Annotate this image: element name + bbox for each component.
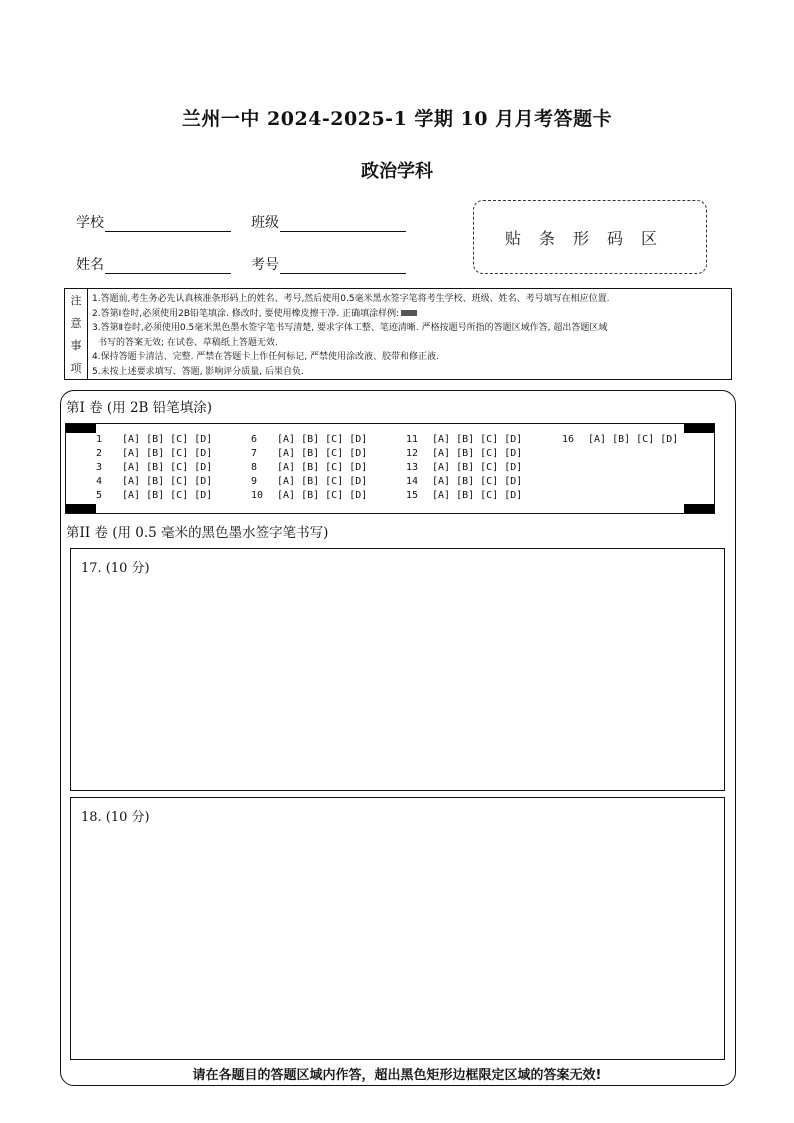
- question-number: 13: [406, 462, 419, 473]
- option-bubbles[interactable]: [A] [B] [C] [D]: [277, 434, 368, 445]
- notes-heading-char: 项: [70, 361, 82, 375]
- choice-question[interactable]: [562, 434, 678, 445]
- question-number: 5: [96, 490, 103, 501]
- option-bubbles[interactable]: [A] [B] [C] [D]: [277, 476, 368, 487]
- exam-no-label: 考号: [251, 257, 279, 273]
- option-bubbles[interactable]: [A] [B] [C] [D]: [122, 462, 213, 473]
- answer-box-18[interactable]: [70, 797, 725, 1060]
- note-item: [92, 307, 727, 322]
- choice-question[interactable]: [251, 462, 367, 473]
- notes-heading: [65, 289, 88, 379]
- option-bubbles[interactable]: [A] [B] [C] [D]: [588, 434, 679, 445]
- notes-heading-char: 注: [70, 294, 82, 308]
- choice-question[interactable]: [251, 434, 367, 445]
- choice-question[interactable]: [406, 462, 522, 473]
- name-field[interactable]: [76, 254, 231, 274]
- notes-heading-char: 事: [70, 339, 82, 353]
- question-number: 4: [96, 476, 103, 487]
- option-bubbles[interactable]: [A] [B] [C] [D]: [432, 462, 523, 473]
- question-17-label: 17. (10 分): [81, 561, 150, 576]
- question-18-label: 18. (10 分): [81, 810, 150, 825]
- question-number: 8: [251, 462, 258, 473]
- option-bubbles[interactable]: [A] [B] [C] [D]: [277, 462, 368, 473]
- option-bubbles[interactable]: [A] [B] [C] [D]: [122, 434, 213, 445]
- barcode-area: 贴条形码区: [473, 200, 707, 274]
- fill-sample-mark: [401, 310, 417, 316]
- choice-question[interactable]: [406, 476, 522, 487]
- alignment-mark: [66, 424, 96, 433]
- question-number: 10: [251, 490, 264, 501]
- choice-question[interactable]: [251, 476, 367, 487]
- option-bubbles[interactable]: [A] [B] [C] [D]: [432, 448, 523, 459]
- question-number: 2: [96, 448, 103, 459]
- option-bubbles[interactable]: [A] [B] [C] [D]: [277, 490, 368, 501]
- name-label: 姓名: [76, 257, 104, 273]
- option-bubbles[interactable]: [A] [B] [C] [D]: [432, 490, 523, 501]
- alignment-mark: [684, 504, 714, 513]
- note-item: 书写的答案无效; 在试卷、草稿纸上答题无效.: [98, 337, 278, 348]
- class-field[interactable]: [251, 212, 406, 232]
- exam-no-line[interactable]: [280, 257, 406, 274]
- choice-question[interactable]: [406, 448, 522, 459]
- section2-title: 第II 卷 (用 0.5 毫米的黑色墨水签字笔书写): [66, 525, 329, 541]
- question-number: 12: [406, 448, 419, 459]
- option-bubbles[interactable]: [A] [B] [C] [D]: [432, 434, 523, 445]
- answer-box-17[interactable]: [70, 548, 725, 791]
- question-number: 11: [406, 434, 419, 445]
- school-label: 学校: [76, 215, 104, 231]
- choice-question[interactable]: [96, 476, 212, 487]
- subject-title: 政治学科: [361, 161, 433, 182]
- choice-question[interactable]: [406, 434, 522, 445]
- note-item: 5.未按上述要求填写、答题, 影响评分质量, 后果自负.: [92, 366, 304, 377]
- choice-question[interactable]: [251, 448, 367, 459]
- page-title: 兰州一中 2024-2025-1 学期 10 月月考答题卡: [181, 108, 613, 130]
- footer-warning: 请在各题目的答题区域内作答，超出黑色矩形边框限定区域的答案无效!: [192, 1068, 602, 1083]
- section1-title: 第I 卷 (用 2B 铅笔填涂): [66, 400, 213, 416]
- question-number: 1: [96, 434, 103, 445]
- exam-no-field[interactable]: [251, 254, 406, 274]
- question-number: 3: [96, 462, 103, 473]
- choice-question[interactable]: [406, 490, 522, 501]
- option-bubbles[interactable]: [A] [B] [C] [D]: [277, 448, 368, 459]
- note-item-text: 2.答第Ⅰ卷时,必须使用2B铅笔填涂. 修改时, 要使用橡皮擦干净. 正确填涂样例:: [92, 308, 400, 319]
- notes-box: [64, 288, 732, 380]
- choice-question[interactable]: [96, 490, 212, 501]
- school-line[interactable]: [105, 215, 231, 232]
- question-number: 14: [406, 476, 419, 487]
- option-bubbles[interactable]: [A] [B] [C] [D]: [432, 476, 523, 487]
- note-item: 4.保持答题卡清洁、完整. 严禁在答题卡上作任何标记, 严禁使用涂改液、胶带和修正液.: [92, 352, 439, 363]
- name-line[interactable]: [105, 257, 231, 274]
- option-bubbles[interactable]: [A] [B] [C] [D]: [122, 448, 213, 459]
- notes-heading-char: 意: [70, 316, 82, 330]
- option-bubbles[interactable]: [A] [B] [C] [D]: [122, 476, 213, 487]
- class-line[interactable]: [280, 215, 406, 232]
- notes-body: [88, 289, 731, 379]
- note-item: 3.答第Ⅱ卷时,必须使用0.5毫米黑色墨水签字笔书写清楚, 要求字体工整、笔迹清晰. 严格按题号所指的答题区域作答, 超出答题区域: [92, 323, 608, 334]
- option-bubbles[interactable]: [A] [B] [C] [D]: [122, 490, 213, 501]
- choice-question[interactable]: [96, 462, 212, 473]
- question-number: 7: [251, 448, 258, 459]
- question-number: 15: [406, 490, 419, 501]
- question-number: 9: [251, 476, 258, 487]
- alignment-mark: [66, 504, 96, 513]
- choice-question[interactable]: [96, 448, 212, 459]
- question-number: 16: [562, 434, 575, 445]
- multiple-choice-grid: [65, 423, 715, 514]
- question-number: 6: [251, 434, 258, 445]
- class-label: 班级: [251, 215, 279, 231]
- choice-question[interactable]: [251, 490, 367, 501]
- note-item: 1.答题前,考生务必先认真核准条形码上的姓名、考号,然后使用0.5毫米黑水签字笔将考生学校、班级、姓名、考号填写在相应位置.: [92, 294, 610, 304]
- choice-question[interactable]: [96, 434, 212, 445]
- alignment-mark: [684, 424, 714, 433]
- school-field[interactable]: [76, 212, 231, 232]
